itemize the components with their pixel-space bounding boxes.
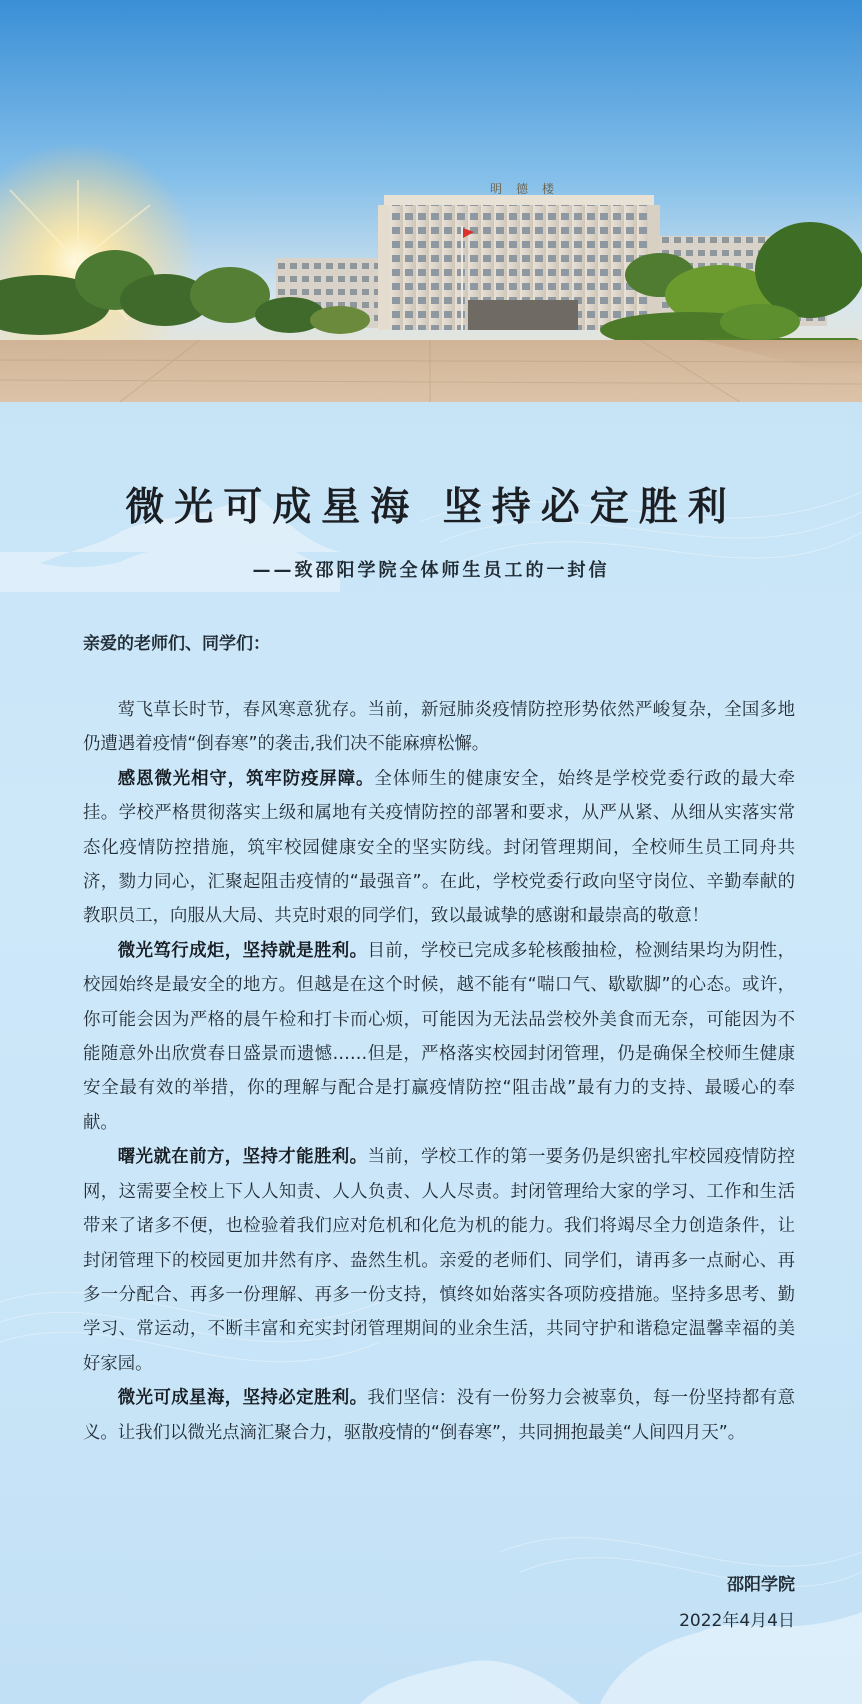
- signature-date: 2022年4月4日: [679, 1611, 795, 1631]
- building-sign: 明德楼: [490, 182, 569, 196]
- paragraph-text: 莺飞草长时节，春风寒意犹存。当前，新冠肺炎疫情防控形势依然严峻复杂，全国多地仍遭遇着疫情“倒春寒”的袭击,我们决不能麻痹松懈。: [83, 700, 795, 755]
- greeting: 亲爱的老师们、同学们：: [83, 634, 270, 654]
- letter-body: [83, 693, 795, 1450]
- paragraph-text: 全体师生的健康安全，始终是学校党委行政的最大牵挂。学校严格贯彻落实上级和属地有关疫情防控的部署和要求，从严从紧、从细从实落实常态化疫情防控措施，筑牢校园健康安全的坚实防线。封闭管理期间，全校师生员工同舟共济，勠力同心，汇聚起阻击疫情的“最强音”。在此，学校党委行政向坚守岗位、辛勤奉献的教职员工，向服从大局、共克时艰的同学们，致以最诚挚的感谢和最崇高的敬意！: [83, 768, 795, 927]
- paragraph: [83, 762, 795, 934]
- paragraph-lead: 感恩微光相守，筑牢防疫屏障。: [117, 768, 375, 789]
- signature-block: [679, 1567, 795, 1639]
- paragraph-lead: 曙光就在前方，坚持才能胜利。: [117, 1147, 368, 1168]
- paragraph-lead: 微光可成星海，坚持必定胜利。: [117, 1388, 368, 1409]
- paragraph: [83, 934, 795, 1140]
- paragraph-lead: 微光笃行成炬，坚持就是胜利。: [117, 940, 368, 961]
- letter-subtitle: ——致邵阳学院全体师生员工的一封信: [252, 560, 610, 581]
- paragraph-text: 当前，学校工作的第一要务仍是织密扎牢校园疫情防控网，这需要全校上下人人知责、人人负责、人人尽责。封闭管理给大家的学习、工作和生活带来了诸多不便，也检验着我们应对危机和化危为机的能力。我们将竭尽全力创造条件，让封闭管理下的校园更加井然有序、盎然生机。亲爱的老师们、同学们，请再多一点耐心、再多一分配合、再多一份理解、再多一份支持，慎终如始落实各项防疫措施。坚持多思考、勤学习、常运动，不断丰富和充实封闭管理期间的业余生活，共同守护和谐稳定温馨幸福的美好家园。: [83, 1147, 795, 1374]
- signature-org: 邵阳学院: [727, 1575, 795, 1595]
- paragraph-text: 我们坚信：没有一份努力会被辜负，每一份坚持都有意义。让我们以微光点滴汇聚合力，驱散疫情的“倒春寒”，共同拥抱最美“人间四月天”。: [83, 1388, 795, 1443]
- letter-title: 微光可成星海 坚持必定胜利: [125, 484, 737, 530]
- paragraph: [83, 1140, 795, 1381]
- paragraph: [83, 693, 795, 762]
- paragraph-text: 目前，学校已完成多轮核酸抽检，检测结果均为阴性，校园始终是最安全的地方。但越是在这个时候，越不能有“喘口气、歇歇脚”的心态。或许，你可能会因为严格的晨午检和打卡而心烦，可能因为无法品尝校外美食而无奈，可能因为不能随意外出欣赏春日盛景而遗憾……但是，严格落实校园封闭管理，仍是确保全校师生健康安全最有效的举措，你的理解与配合是打赢疫情防控“阻击战”最有力的支持、最暖心的奉献。: [83, 940, 795, 1133]
- paragraph: [83, 1381, 795, 1450]
- letter-panel: [0, 402, 862, 1704]
- hero-campus-photo: [0, 0, 862, 402]
